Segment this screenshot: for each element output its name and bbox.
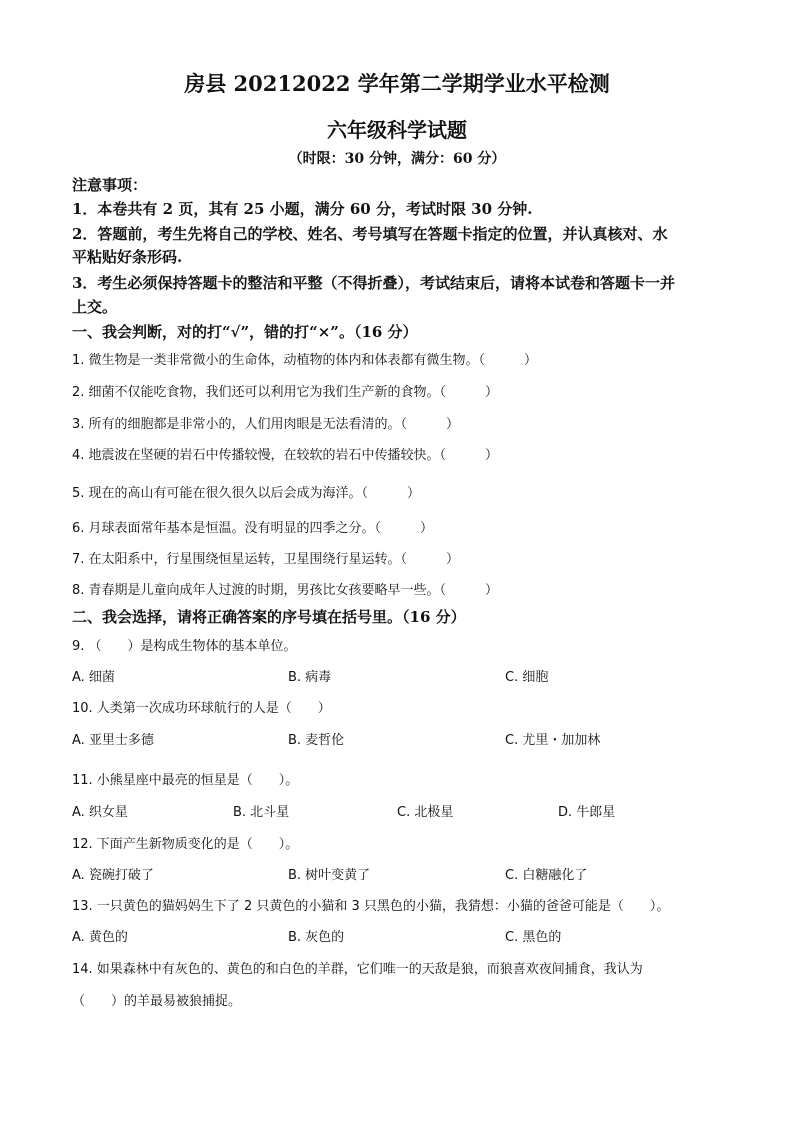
question-14-line-2: （ ）的羊最易被狼捕捉。 bbox=[72, 994, 242, 1009]
question-2: 2. 细菌不仅能吃食物，我们还可以利用它为我们生产新的食物。（ ） bbox=[72, 385, 499, 400]
exam-title: 房县 20212022 学年第二学期学业水平检测 bbox=[184, 71, 610, 96]
question-10: 10. 人类第一次成功环球航行的人是（ ） bbox=[72, 701, 331, 716]
question-3: 3. 所有的细胞都是非常小的，人们用肉眼是无法看清的。（ ） bbox=[72, 417, 460, 432]
q12-option-b: B. 树叶变黄了 bbox=[288, 868, 371, 883]
q12-option-a: A. 瓷碗打破了 bbox=[72, 868, 154, 883]
question-9: 9. （ ）是构成生物体的基本单位。 bbox=[72, 639, 297, 654]
q10-option-b: B. 麦哲伦 bbox=[288, 733, 345, 748]
exam-subject: 六年级科学试题 bbox=[327, 118, 467, 142]
q11-option-d: D. 牛郎星 bbox=[558, 805, 616, 820]
q9-option-b: B. 病毒 bbox=[288, 670, 332, 685]
exam-limits: （时限：30 分钟，满分：60 分） bbox=[288, 151, 506, 167]
question-6: 6. 月球表面常年基本是恒温。没有明显的四季之分。（ ） bbox=[72, 521, 434, 536]
q10-option-c: C. 尤里・加加林 bbox=[505, 733, 601, 748]
question-1: 1. 微生物是一类非常微小的生命体，动植物的体内和体表都有微生物。（ ） bbox=[72, 353, 538, 368]
question-5: 5. 现在的高山有可能在很久很久以后会成为海洋。（ ） bbox=[72, 486, 421, 501]
q11-option-a: A. 织女星 bbox=[72, 805, 128, 820]
section-1-heading: 一、我会判断，对的打“√”，错的打“×”。（16 分） bbox=[72, 323, 418, 341]
question-13: 13. 一只黄色的猫妈妈生下了 2 只黄色的小猫和 3 只黑色的小猫，我猜想：小猫的爸爸可能是（ ）。 bbox=[72, 899, 670, 914]
question-8: 8. 青春期是儿童向成年人过渡的时期，男孩比女孩要略早一些。（ ） bbox=[72, 583, 499, 598]
q12-option-c: C. 白糖融化了 bbox=[505, 868, 588, 883]
q13-option-b: B. 灰色的 bbox=[288, 930, 345, 945]
note-1: 1．本卷共有 2 页，其有 25 小题，满分 60 分，考试时限 30 分钟. bbox=[72, 200, 533, 218]
note-3-line-1: 3．考生必须保持答题卡的整洁和平整（不得折叠），考试结束后，请将本试卷和答题卡一并 bbox=[72, 274, 675, 292]
q10-option-a: A. 亚里士多德 bbox=[72, 733, 154, 748]
q9-option-c: C. 细胞 bbox=[505, 670, 549, 685]
notes-heading: 注意事项： bbox=[72, 176, 148, 194]
question-11: 11. 小熊星座中最亮的恒星是（ ）。 bbox=[72, 773, 299, 788]
question-7: 7. 在太阳系中，行星围绕恒星运转，卫星围绕行星运转。（ ） bbox=[72, 552, 460, 567]
note-2-line-1: 2．答题前，考生先将自己的学校、姓名、考号填写在答题卡指定的位置，并认真核对、水 bbox=[72, 225, 668, 243]
q13-option-a: A. 黄色的 bbox=[72, 930, 128, 945]
note-2-line-2: 平粘贴好条形码. bbox=[72, 248, 183, 266]
q9-option-a: A. 细菌 bbox=[72, 670, 115, 685]
question-12: 12. 下面产生新物质变化的是（ ）。 bbox=[72, 837, 299, 852]
section-2-heading: 二、我会选择，请将正确答案的序号填在括号里。（16 分） bbox=[72, 608, 466, 626]
question-14-line-1: 14. 如果森林中有灰色的、黄色的和白色的羊群，它们唯一的天敌是狼，而狼喜欢夜间捕食，我认为 bbox=[72, 962, 643, 977]
question-4: 4. 地震波在坚硬的岩石中传播较慢，在较软的岩石中传播较快。（ ） bbox=[72, 448, 499, 463]
note-3-line-2: 上交。 bbox=[72, 298, 118, 316]
q11-option-b: B. 北斗星 bbox=[233, 805, 290, 820]
q11-option-c: C. 北极星 bbox=[397, 805, 454, 820]
q13-option-c: C. 黑色的 bbox=[505, 930, 562, 945]
